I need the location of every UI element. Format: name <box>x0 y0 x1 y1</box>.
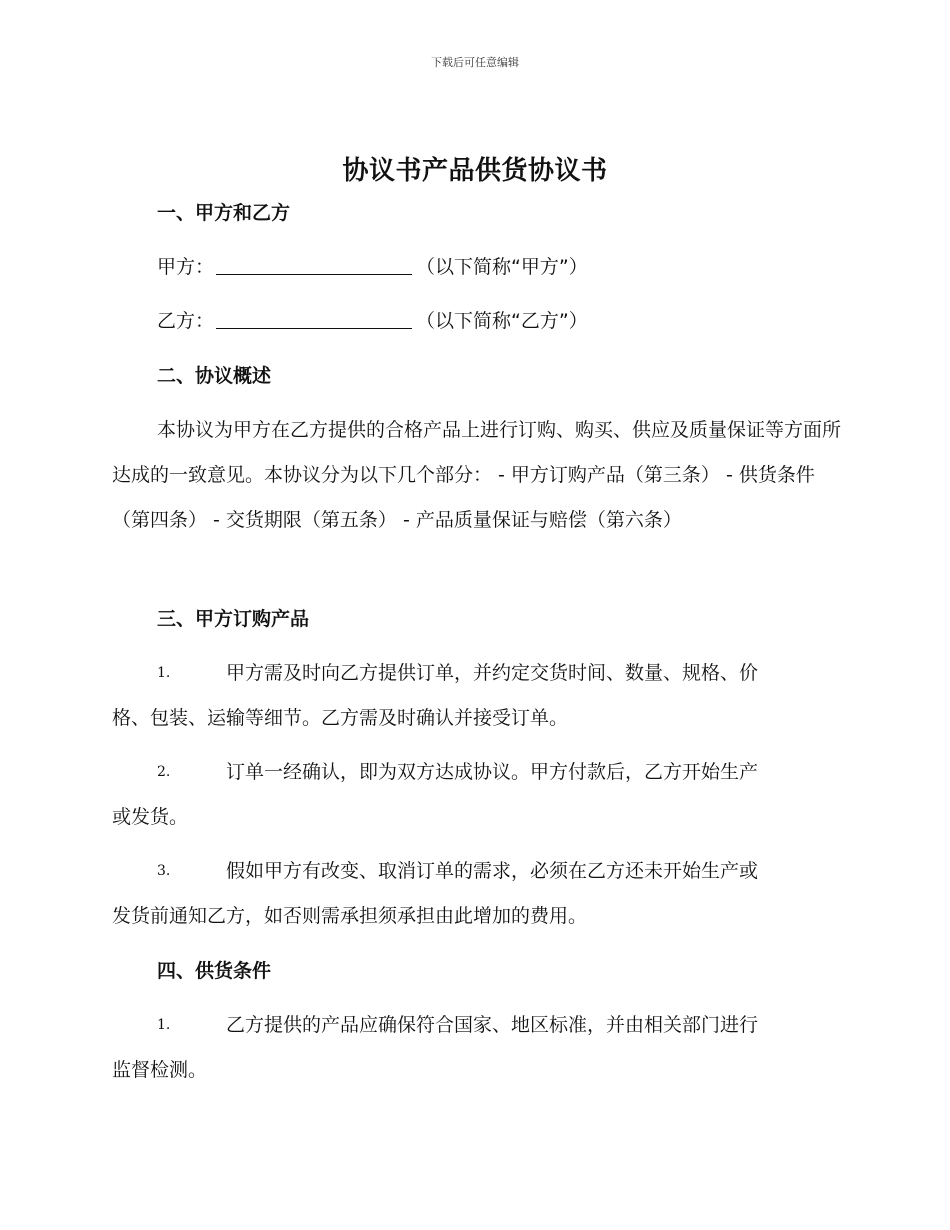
list-item-line: 假如甲方有改变、取消订单的需求，必须在乙方还未开始生产或 <box>226 860 759 882</box>
item-number: 2. <box>157 764 171 780</box>
list-item-line: 乙方提供的产品应确保符合国家、地区标准，并由相关部门进行 <box>226 1014 759 1036</box>
item-number: 1. <box>157 665 171 681</box>
party-a-suffix: （以下简称“甲方”） <box>416 256 588 278</box>
page-header-note: 下载后可任意编辑 <box>431 56 519 69</box>
party-a-label: 甲方： <box>157 256 215 278</box>
item-number: 3. <box>157 863 171 879</box>
list-item-line: 监督检测。 <box>112 1059 208 1081</box>
section-2-heading: 二、协议概述 <box>157 365 272 387</box>
list-item-line: 格、包装、运输等细节。乙方需及时确认并接受订单。 <box>112 707 569 729</box>
list-item-line: 订单一经确认，即为双方达成协议。甲方付款后，乙方开始生产 <box>226 761 759 783</box>
overview-paragraph: 本协议为甲方在乙方提供的合格产品上进行订购、购买、供应及质量保证等方面所达成的一致意见。本协议分为以下几个部分： - 甲方订购产品（第三条） - 供货条件（第四条） - 交货期限（第五条） - 产品质量保证与赔偿（第六条） <box>112 419 842 531</box>
party-b-blank-field[interactable] <box>216 310 412 329</box>
item-number: 1. <box>157 1017 171 1033</box>
party-b-line <box>157 307 588 335</box>
party-b-suffix: （以下简称“乙方”） <box>416 310 588 332</box>
list-item-line: 或发货。 <box>112 806 189 828</box>
party-b-label: 乙方： <box>157 310 215 332</box>
party-a-blank-field[interactable] <box>216 256 412 275</box>
document-title: 协议书产品供货协议书 <box>342 156 608 186</box>
list-item-line: 甲方需及时向乙方提供订单，并约定交货时间、数量、规格、价 <box>226 662 759 684</box>
section-1-heading: 一、甲方和乙方 <box>157 202 291 224</box>
list-item-line: 发货前通知乙方，如否则需承担须承担由此增加的费用。 <box>112 905 588 927</box>
section-4-heading: 四、供货条件 <box>157 960 272 982</box>
section-3-heading: 三、甲方订购产品 <box>157 608 310 630</box>
party-a-line <box>157 253 588 281</box>
